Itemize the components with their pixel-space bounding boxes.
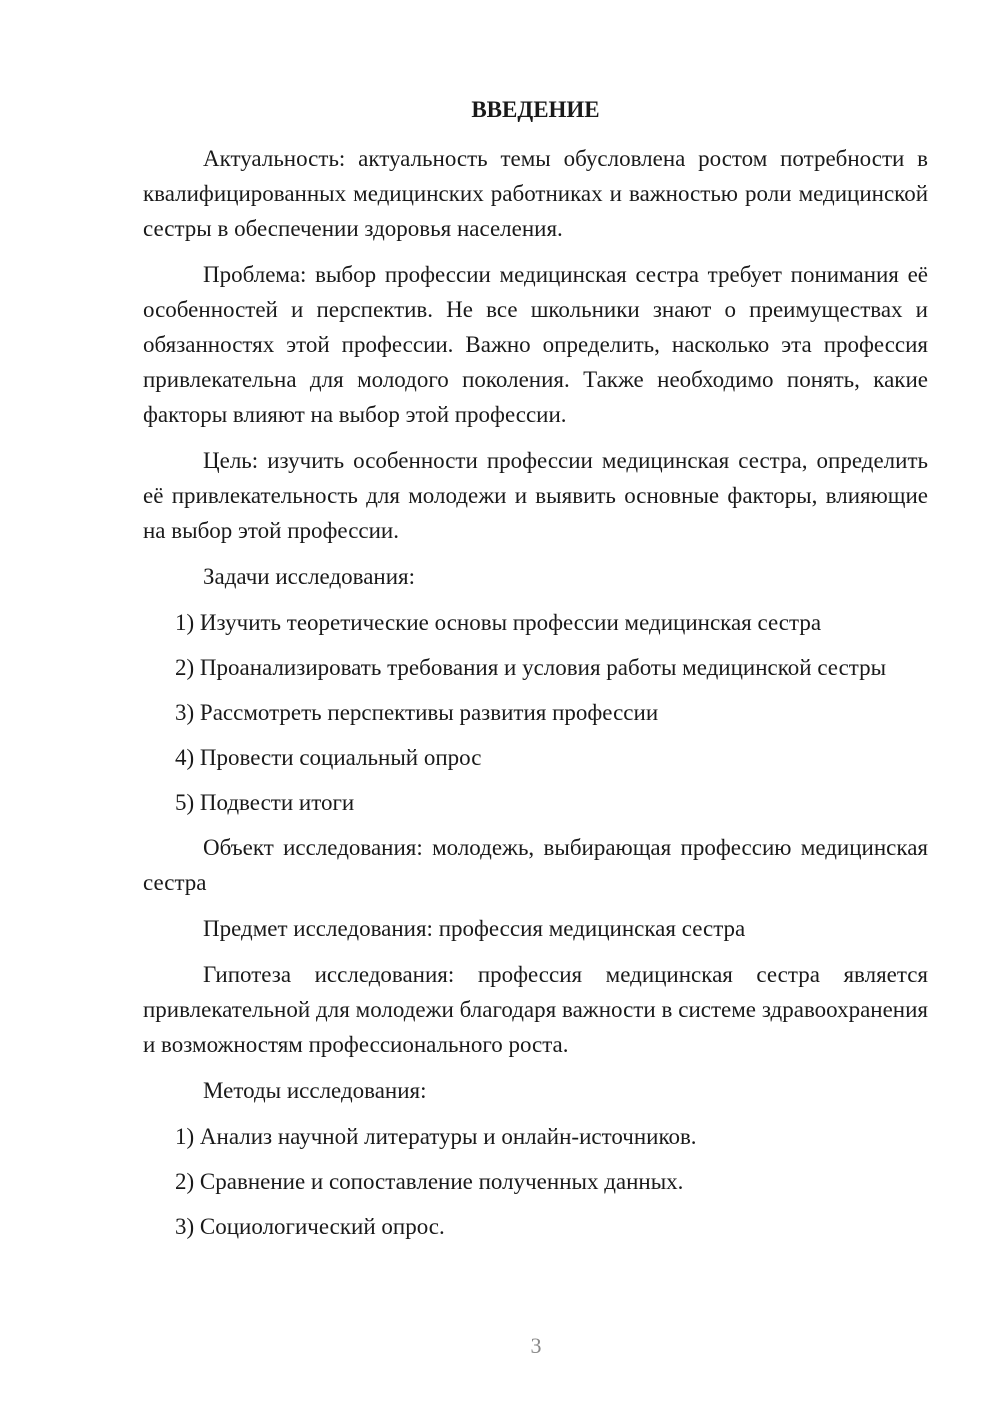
- list-item-method-1: 1) Анализ научной литературы и онлайн-источников.: [175, 1124, 697, 1149]
- list-item-task-2: 2) Проанализировать требования и условия работы медицинской сестры: [175, 655, 887, 680]
- page-number: 3: [530, 1333, 542, 1358]
- list-item-task-4: 4) Провести социальный опрос: [175, 745, 482, 770]
- paragraph-subject: Предмет исследования: профессия медицинская сестра: [203, 916, 746, 941]
- list-item-task-5: 5) Подвести итоги: [175, 790, 355, 815]
- paragraph-problem: Проблема: выбор профессии медицинская сестра требует понимания её особенностей и перспектив. Не все школьники знают о преимуществах и обязанностях этой профессии. Важно определить, насколько эта профессия привлекательна для молодого поколения. Также необходимо понять, какие факторы влияют на выбор этой профессии.: [143, 262, 928, 427]
- document-page: [143, 92, 928, 1254]
- list-item-task-1: 1) Изучить теоретические основы профессии медицинская сестра: [175, 610, 822, 635]
- list-item-method-2: 2) Сравнение и сопоставление полученных данных.: [175, 1169, 684, 1194]
- list-item-method-3: 3) Социологический опрос.: [175, 1214, 445, 1239]
- paragraph-tasks-heading: Задачи исследования:: [203, 564, 416, 589]
- paragraph-object: Объект исследования: молодежь, выбирающая профессию медицинская сестра: [143, 835, 928, 895]
- paragraph-relevance: Актуальность: актуальность темы обусловлена ростом потребности в квалифицированных медицинских работниках и важностью роли медицинской сестры в обеспечении здоровья населения.: [143, 146, 928, 241]
- paragraph-hypothesis: Гипотеза исследования: профессия медицинская сестра является привлекательной для молодежи благодаря важности в системе здравоохранения и возможностям профессионального роста.: [143, 962, 928, 1057]
- list-item-task-3: 3) Рассмотреть перспективы развития профессии: [175, 700, 659, 725]
- paragraph-goal: Цель: изучить особенности профессии медицинская сестра, определить её привлекательность для молодежи и выявить основные факторы, влияющие на выбор этой профессии.: [143, 448, 928, 543]
- section-title: ВВЕДЕНИЕ: [471, 97, 600, 122]
- paragraph-methods-heading: Методы исследования:: [203, 1078, 427, 1103]
